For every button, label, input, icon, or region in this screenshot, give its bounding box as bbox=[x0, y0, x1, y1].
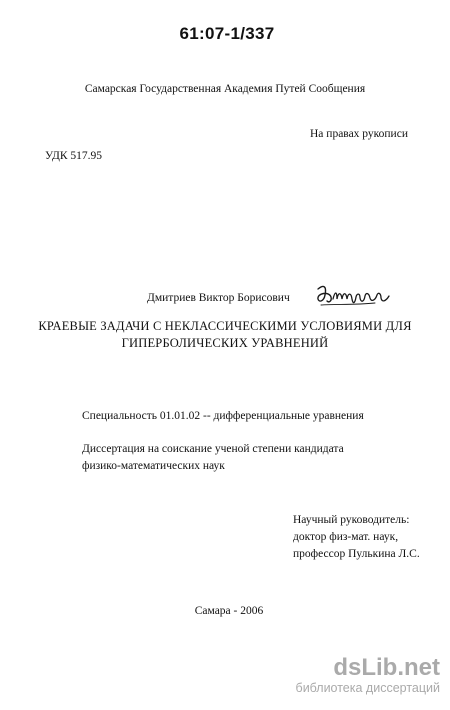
advisor-line-1: Научный руководитель: bbox=[293, 514, 410, 526]
degree-line-1: Диссертация на соискание ученой степени кандидата bbox=[82, 443, 344, 455]
city-year: Самара - 2006 bbox=[194, 605, 264, 617]
manuscript-rights-note: На правах рукописи bbox=[310, 128, 408, 140]
degree-statement bbox=[82, 441, 344, 475]
author-name: Дмитриев Виктор Борисович bbox=[147, 292, 290, 304]
title-line-2: ГИПЕРБОЛИЧЕСКИХ УРАВНЕНИЙ bbox=[121, 336, 329, 350]
degree-line-2: физико-математических наук bbox=[82, 460, 225, 472]
dslib-watermark bbox=[270, 656, 440, 696]
advisor-line-2: доктор физ-мат. наук, bbox=[293, 531, 399, 543]
watermark-logo-main: dsLib bbox=[333, 654, 398, 681]
archive-stamp: 61:07-1/337 bbox=[179, 24, 275, 43]
watermark-logo-tld: .net bbox=[397, 654, 440, 681]
watermark-logo bbox=[270, 656, 440, 680]
scientific-advisor bbox=[293, 512, 420, 563]
udk-code: УДК 517.95 bbox=[45, 150, 102, 162]
institution-name: Самарская Государственная Академия Путей Сообщения bbox=[84, 83, 366, 95]
dissertation-title bbox=[0, 318, 450, 352]
title-line-1: КРАЕВЫЕ ЗАДАЧИ С НЕКЛАССИЧЕСКИМИ УСЛОВИЯМИ ДЛЯ bbox=[38, 319, 412, 333]
watermark-subtitle: библиотека диссертаций bbox=[295, 681, 440, 695]
author-signature bbox=[315, 281, 395, 309]
specialty-line: Специальность 01.01.02 -- дифференциальные уравнения bbox=[82, 410, 364, 422]
advisor-line-3: профессор Пулькина Л.С. bbox=[293, 548, 420, 560]
